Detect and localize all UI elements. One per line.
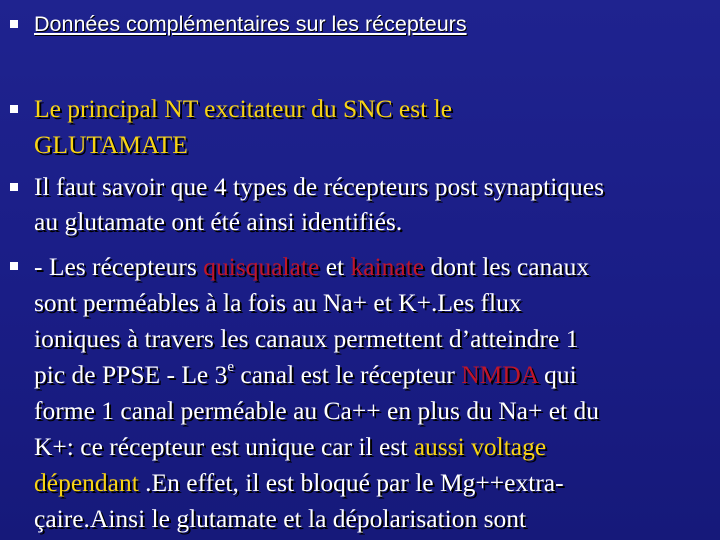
text-span: qui bbox=[537, 360, 577, 389]
text-span: - Les récepteurs bbox=[34, 252, 204, 281]
text-span: et bbox=[319, 252, 351, 281]
text-span: .En effet, il est bloqué par le Mg++extra- bbox=[138, 468, 564, 497]
bullet3-line6 bbox=[34, 431, 546, 463]
bullet3-line3: ioniques à travers les canaux permettent d’atteindre 1 bbox=[34, 324, 579, 353]
slide-title: Données complémentaires sur les récepteurs bbox=[34, 12, 467, 36]
bullet3-line8: çaire.Ainsi le glutamate et la dépolarisation sont bbox=[34, 504, 527, 533]
superscript: e bbox=[227, 358, 235, 375]
bullet1-line2: GLUTAMATE bbox=[34, 130, 188, 159]
bullet2-line2: au glutamate ont été ainsi identifiés. bbox=[34, 207, 403, 236]
bullet3-line7 bbox=[34, 467, 564, 499]
quisqualate-term: quisqualate bbox=[203, 252, 320, 281]
bullet3-line4 bbox=[34, 359, 577, 391]
square-bullet-icon bbox=[10, 105, 18, 113]
nmda-term: NMDA bbox=[461, 360, 538, 389]
bullet3-line2: sont perméables à la fois au Na+ et K+.Les flux bbox=[34, 288, 522, 317]
bullet2-line1: Il faut savoir que 4 types de récepteurs post synaptiques bbox=[34, 172, 605, 201]
dependant-term: dépendant bbox=[34, 468, 139, 497]
kainate-term: kainate bbox=[350, 252, 425, 281]
text-span: pic de PPSE - Le 3 bbox=[34, 360, 228, 389]
bullet3-line5: forme 1 canal perméable au Ca++ en plus du Na+ et du bbox=[34, 396, 599, 425]
text-span: canal est le récepteur bbox=[234, 360, 462, 389]
square-bullet-icon bbox=[10, 20, 18, 28]
square-bullet-icon bbox=[10, 262, 18, 270]
square-bullet-icon bbox=[10, 183, 18, 191]
bullet1-line1: Le principal NT excitateur du SNC est le bbox=[34, 94, 453, 123]
text-span: dont les canaux bbox=[424, 252, 590, 281]
voltage-term: aussi voltage bbox=[413, 432, 547, 461]
text-span: K+: ce récepteur est unique car il est bbox=[34, 432, 414, 461]
bullet3-line1 bbox=[34, 251, 589, 283]
